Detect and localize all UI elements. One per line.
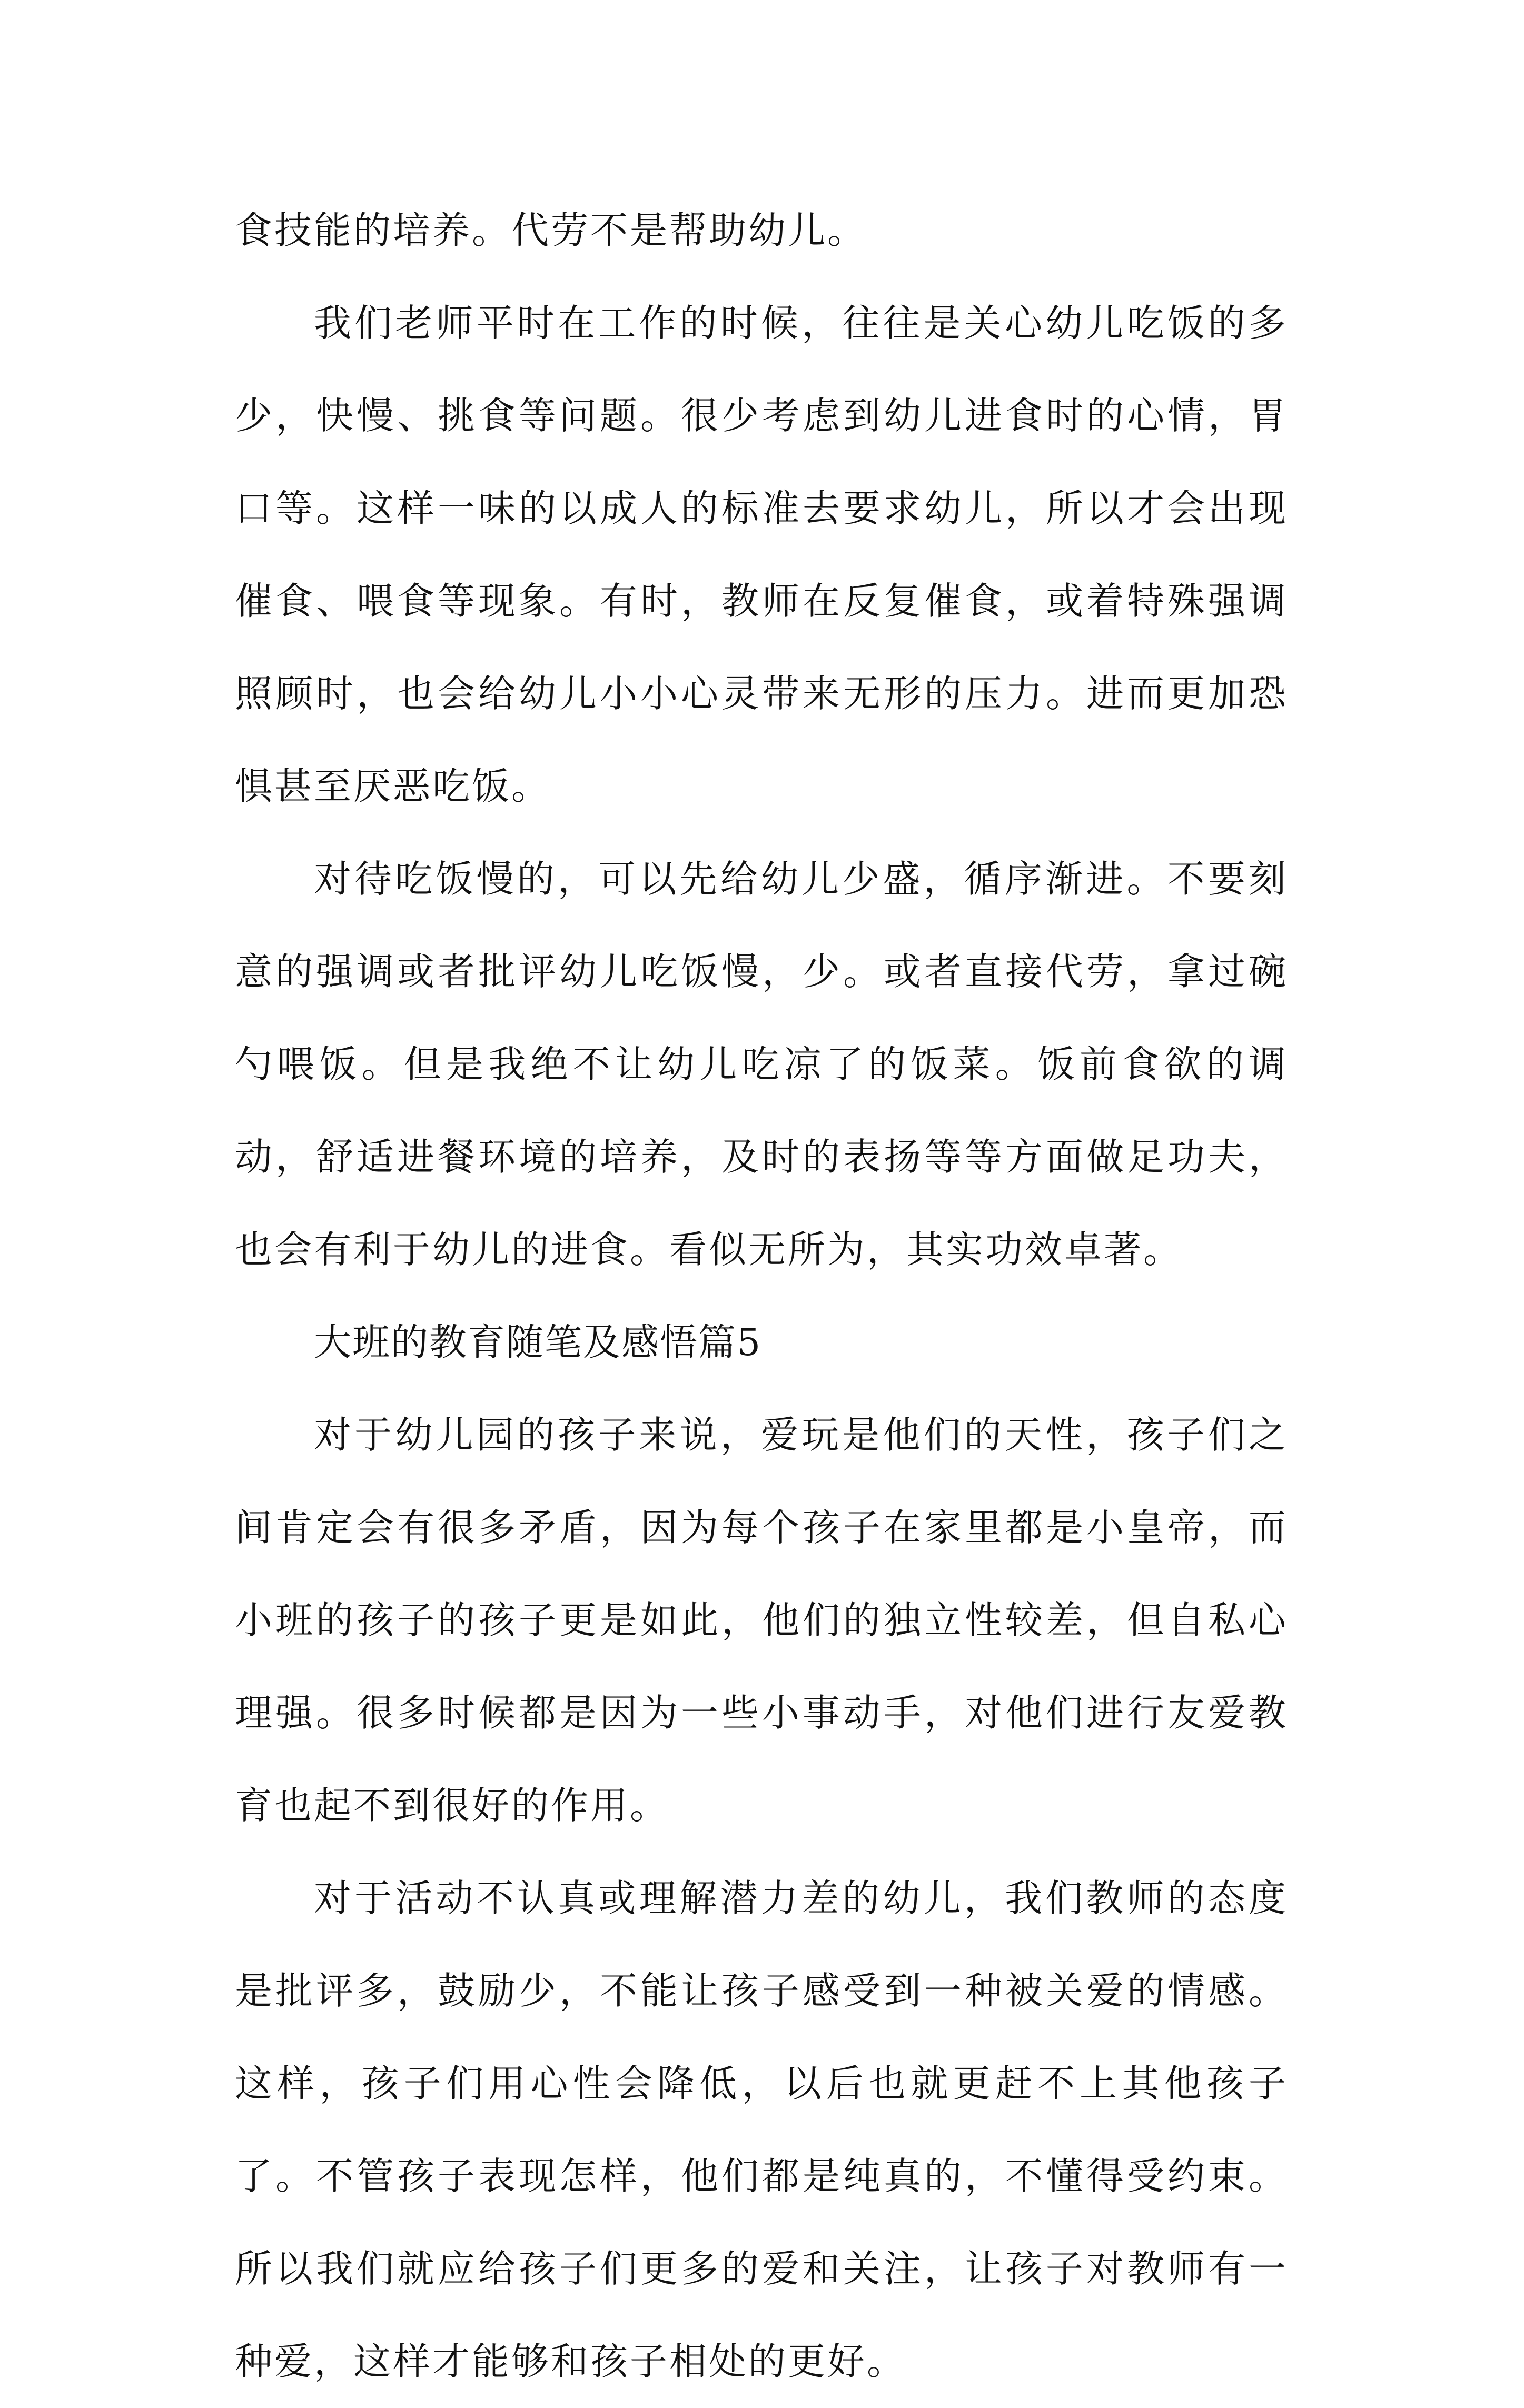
section-heading: 大班的教育随笔及感悟篇5 (314, 1320, 762, 1364)
paragraph: 对于幼儿园的孩子来说，爱玩是他们的天性，孩子们之间肯定会有很多矛盾，因为每个孩子在家里都是小皇帝，而小班的孩子的孩子更是如此，他们的独立性较差，但自私心理强。很多时候都是因为一些小事动手，对他们进行友爱教育也起不到很好的作用。 (235, 1413, 1288, 1827)
paragraph: 对于活动不认真或理解潜力差的幼儿，我们教师的态度是批评多，鼓励少，不能让孩子感受到一种被关爱的情感。这样，孩子们用心性会降低，以后也就更赶不上其他孩子了。不管孩子表现怎样，他们都是纯真的，不懂得受约束。所以我们就应给孩子们更多的爱和关注，让孩子对教师有一种爱，这样才能够和孩子相处的更好。 (235, 1876, 1288, 2383)
paragraph: 对待吃饭慢的，可以先给幼儿少盛，循序渐进。不要刻意的强调或者批评幼儿吃饭慢，少。或者直接代劳，拿过碗勺喂饭。但是我绝不让幼儿吃凉了的饭菜。饭前食欲的调动，舒适进餐环境的培养，及时的表扬等等方面做足功夫，也会有利于幼儿的进食。看似无所为，其实功效卓著。 (235, 857, 1288, 1271)
paragraph: 我们老师平时在工作的时候，往往是关心幼儿吃饭的多少，快慢、挑食等问题。很少考虑到幼儿进食时的心情，胃口等。这样一味的以成人的标准去要求幼儿，所以才会出现催食、喂食等现象。有时，教师在反复催食，或着特殊强调照顾时，也会给幼儿小小心灵带来无形的压力。进而更加恐惧甚至厌恶吃饭。 (235, 301, 1288, 808)
paragraph-continuation: 食技能的培养。代劳不是帮助幼儿。 (235, 208, 867, 252)
document-body (235, 184, 1288, 2408)
